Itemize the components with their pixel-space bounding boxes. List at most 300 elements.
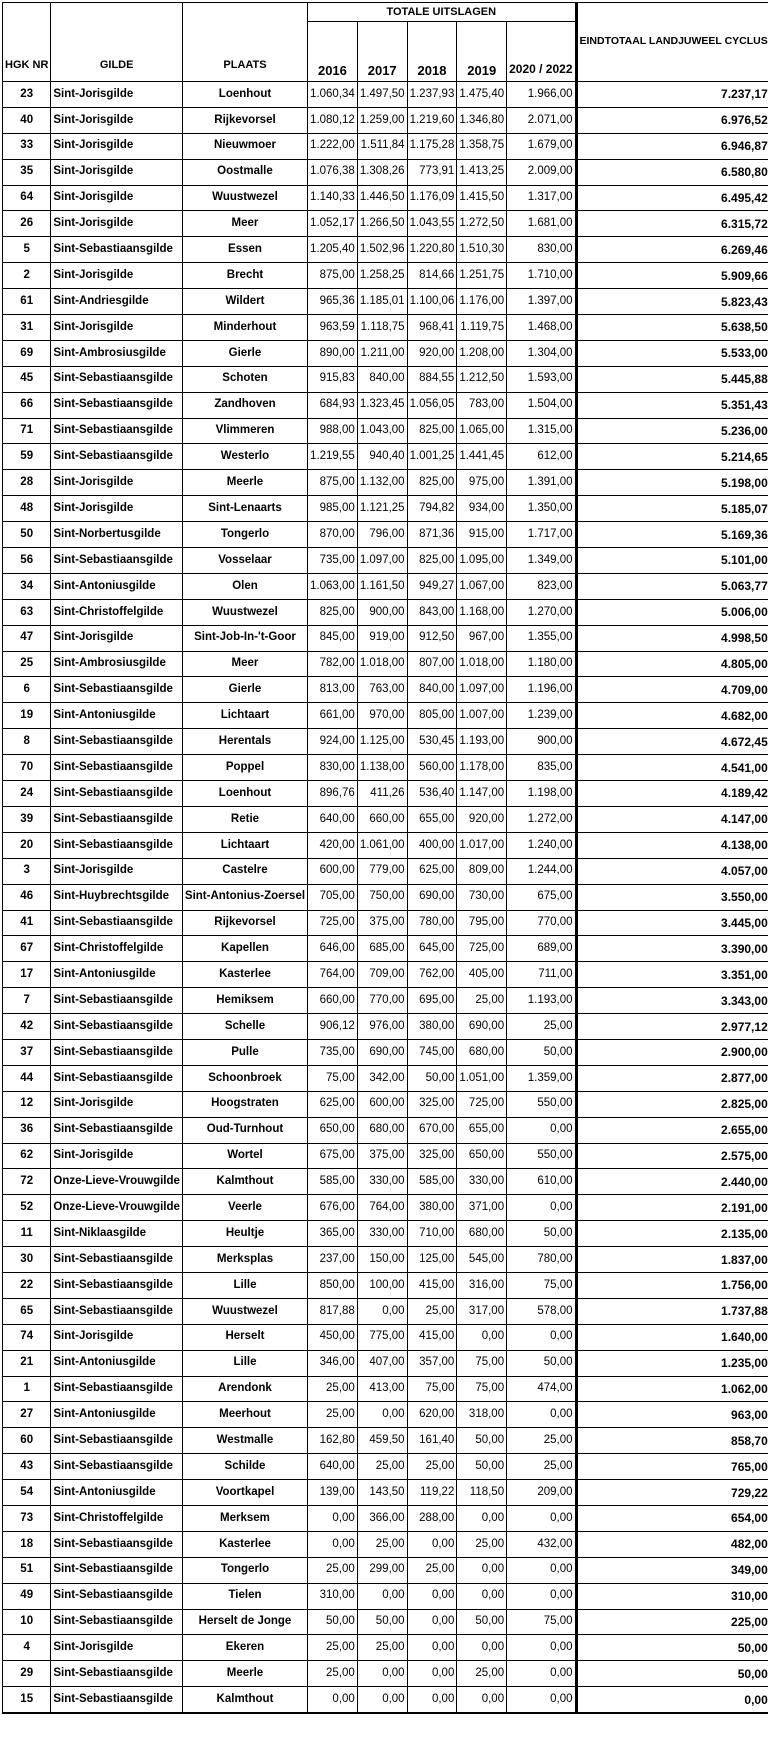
hgk-nr-cell: 51 xyxy=(3,1557,51,1583)
year-value-cell: 823,00 xyxy=(507,573,576,599)
year-value-cell: 805,00 xyxy=(407,703,457,729)
year-value-cell: 25,00 xyxy=(457,988,507,1014)
year-value-cell: 0,00 xyxy=(507,1117,576,1143)
year-value-cell: 25,00 xyxy=(457,1661,507,1687)
year-value-cell: 1.208,00 xyxy=(457,340,507,366)
eindtotaal-cell: 1.235,00 xyxy=(576,1350,768,1376)
eindtotaal-cell: 2.135,00 xyxy=(576,1221,768,1247)
year-value-cell: 407,00 xyxy=(357,1350,407,1376)
year-value-cell: 845,00 xyxy=(308,625,358,651)
eindtotaal-cell: 2.191,00 xyxy=(576,1195,768,1221)
gilde-cell: Sint-Norbertusgilde xyxy=(51,522,183,548)
hgk-nr-cell: 48 xyxy=(3,496,51,522)
hgk-nr-cell: 70 xyxy=(3,755,51,781)
year-value-cell: 0,00 xyxy=(308,1687,358,1713)
year-value-cell: 655,00 xyxy=(407,806,457,832)
year-value-cell: 670,00 xyxy=(407,1117,457,1143)
year-value-cell: 25,00 xyxy=(308,1635,358,1661)
year-value-cell: 25,00 xyxy=(507,1454,576,1480)
year-value-cell: 825,00 xyxy=(308,599,358,625)
eindtotaal-cell: 1.737,88 xyxy=(576,1298,768,1324)
plaats-cell: Vosselaar xyxy=(182,548,307,574)
gilde-cell: Sint-Christoffelgilde xyxy=(51,599,183,625)
year-value-cell: 317,00 xyxy=(457,1298,507,1324)
year-value-cell: 1.095,00 xyxy=(457,548,507,574)
eindtotaal-cell: 765,00 xyxy=(576,1454,768,1480)
plaats-cell: Meer xyxy=(182,651,307,677)
year-value-cell: 985,00 xyxy=(308,496,358,522)
year-value-cell: 1.211,00 xyxy=(357,340,407,366)
year-value-cell: 825,00 xyxy=(407,470,457,496)
gilde-cell: Sint-Antoniusgilde xyxy=(51,573,183,599)
plaats-cell: Meer xyxy=(182,211,307,237)
year-value-cell: 1.355,00 xyxy=(507,625,576,651)
gilde-cell: Sint-Sebastiaansgilde xyxy=(51,237,183,263)
year-value-cell: 709,00 xyxy=(357,962,407,988)
year-value-cell: 1.317,00 xyxy=(507,185,576,211)
table-row xyxy=(3,1065,768,1091)
header-year: 2019 xyxy=(457,22,507,82)
gilde-cell: Sint-Niklaasgilde xyxy=(51,1221,183,1247)
year-value-cell: 840,00 xyxy=(407,677,457,703)
hgk-nr-cell: 24 xyxy=(3,781,51,807)
table-row xyxy=(3,729,768,755)
year-value-cell: 330,00 xyxy=(357,1221,407,1247)
table-row xyxy=(3,185,768,211)
hgk-nr-cell: 8 xyxy=(3,729,51,755)
eindtotaal-cell: 729,22 xyxy=(576,1480,768,1506)
year-value-cell: 620,00 xyxy=(407,1402,457,1428)
hgk-nr-cell: 30 xyxy=(3,1247,51,1273)
year-value-cell: 330,00 xyxy=(357,1169,407,1195)
year-value-cell: 1.244,00 xyxy=(507,858,576,884)
eindtotaal-cell: 3.390,00 xyxy=(576,936,768,962)
year-value-cell: 1.063,00 xyxy=(308,573,358,599)
year-value-cell: 645,00 xyxy=(407,936,457,962)
year-value-cell: 625,00 xyxy=(308,1091,358,1117)
hgk-nr-cell: 7 xyxy=(3,988,51,1014)
year-value-cell: 25,00 xyxy=(308,1402,358,1428)
year-value-cell: 357,00 xyxy=(407,1350,457,1376)
year-value-cell: 690,00 xyxy=(357,1039,407,1065)
year-value-cell: 965,36 xyxy=(308,289,358,315)
year-value-cell: 371,00 xyxy=(457,1195,507,1221)
eindtotaal-cell: 2.655,00 xyxy=(576,1117,768,1143)
year-value-cell: 0,00 xyxy=(407,1635,457,1661)
eindtotaal-cell: 5.823,43 xyxy=(576,289,768,315)
hgk-nr-cell: 46 xyxy=(3,884,51,910)
hgk-nr-cell: 64 xyxy=(3,185,51,211)
plaats-cell: Rijkevorsel xyxy=(182,107,307,133)
plaats-cell: Schelle xyxy=(182,1014,307,1040)
year-value-cell: 1.270,00 xyxy=(507,599,576,625)
eindtotaal-cell: 6.580,80 xyxy=(576,159,768,185)
table-row xyxy=(3,1531,768,1557)
year-value-cell: 0,00 xyxy=(507,1635,576,1661)
year-value-cell: 650,00 xyxy=(308,1117,358,1143)
gilde-cell: Sint-Huybrechtsgilde xyxy=(51,884,183,910)
year-value-cell: 25,00 xyxy=(308,1557,358,1583)
eindtotaal-cell: 5.101,00 xyxy=(576,548,768,574)
hgk-nr-cell: 22 xyxy=(3,1272,51,1298)
plaats-cell: Brecht xyxy=(182,263,307,289)
year-value-cell: 50,00 xyxy=(407,1065,457,1091)
year-value-cell: 400,00 xyxy=(407,832,457,858)
year-value-cell: 735,00 xyxy=(308,548,358,574)
year-value-cell: 413,00 xyxy=(357,1376,407,1402)
table-row xyxy=(3,1402,768,1428)
year-value-cell: 1.185,01 xyxy=(357,289,407,315)
gilde-cell: Sint-Antoniusgilde xyxy=(51,703,183,729)
table-row xyxy=(3,988,768,1014)
year-value-cell: 890,00 xyxy=(308,340,358,366)
year-value-cell: 325,00 xyxy=(407,1091,457,1117)
year-value-cell: 1.504,00 xyxy=(507,392,576,418)
year-value-cell: 375,00 xyxy=(357,910,407,936)
hgk-nr-cell: 42 xyxy=(3,1014,51,1040)
year-value-cell: 1.681,00 xyxy=(507,211,576,237)
plaats-cell: Tongerlo xyxy=(182,1557,307,1583)
hgk-nr-cell: 2 xyxy=(3,263,51,289)
plaats-cell: Merksem xyxy=(182,1505,307,1531)
year-value-cell: 967,00 xyxy=(457,625,507,651)
year-value-cell: 0,00 xyxy=(357,1402,407,1428)
gilde-cell: Sint-Sebastiaansgilde xyxy=(51,806,183,832)
year-value-cell: 1.060,34 xyxy=(308,82,358,108)
year-value-cell: 814,66 xyxy=(407,263,457,289)
table-row xyxy=(3,858,768,884)
gilde-cell: Sint-Jorisgilde xyxy=(51,496,183,522)
gilde-cell: Sint-Antoniusgilde xyxy=(51,1350,183,1376)
plaats-cell: Hoogstraten xyxy=(182,1091,307,1117)
table-row xyxy=(3,263,768,289)
year-value-cell: 725,00 xyxy=(308,910,358,936)
year-value-cell: 840,00 xyxy=(357,366,407,392)
hgk-nr-cell: 21 xyxy=(3,1350,51,1376)
year-value-cell: 25,00 xyxy=(308,1376,358,1402)
eindtotaal-cell: 50,00 xyxy=(576,1661,768,1687)
plaats-cell: Loenhout xyxy=(182,781,307,807)
plaats-cell: Lille xyxy=(182,1272,307,1298)
year-value-cell: 0,00 xyxy=(308,1505,358,1531)
hgk-nr-cell: 66 xyxy=(3,392,51,418)
year-value-cell: 610,00 xyxy=(507,1169,576,1195)
year-value-cell: 612,00 xyxy=(507,444,576,470)
eindtotaal-cell: 1.062,00 xyxy=(576,1376,768,1402)
hgk-nr-cell: 40 xyxy=(3,107,51,133)
plaats-cell: Oud-Turnhout xyxy=(182,1117,307,1143)
year-value-cell: 550,00 xyxy=(507,1143,576,1169)
plaats-cell: Essen xyxy=(182,237,307,263)
plaats-cell: Schilde xyxy=(182,1454,307,1480)
year-value-cell: 1.446,50 xyxy=(357,185,407,211)
year-value-cell: 1.266,50 xyxy=(357,211,407,237)
year-value-cell: 0,00 xyxy=(407,1661,457,1687)
gilde-cell: Sint-Sebastiaansgilde xyxy=(51,1609,183,1635)
gilde-cell: Sint-Sebastiaansgilde xyxy=(51,1039,183,1065)
plaats-cell: Tongerlo xyxy=(182,522,307,548)
year-value-cell: 924,00 xyxy=(308,729,358,755)
eindtotaal-cell: 3.351,00 xyxy=(576,962,768,988)
year-value-cell: 346,00 xyxy=(308,1350,358,1376)
table-row xyxy=(3,1272,768,1298)
year-value-cell: 1.308,26 xyxy=(357,159,407,185)
year-value-cell: 0,00 xyxy=(507,1505,576,1531)
year-value-cell: 25,00 xyxy=(357,1635,407,1661)
plaats-cell: Schoonbroek xyxy=(182,1065,307,1091)
year-value-cell: 25,00 xyxy=(457,1531,507,1557)
gilde-cell: Sint-Sebastiaansgilde xyxy=(51,1531,183,1557)
year-value-cell: 0,00 xyxy=(457,1635,507,1661)
table-row xyxy=(3,1454,768,1480)
year-value-cell: 1.239,00 xyxy=(507,703,576,729)
year-value-cell: 1.125,00 xyxy=(357,729,407,755)
year-value-cell: 139,00 xyxy=(308,1480,358,1506)
hgk-nr-cell: 20 xyxy=(3,832,51,858)
year-value-cell: 50,00 xyxy=(457,1454,507,1480)
year-value-cell: 1.001,25 xyxy=(407,444,457,470)
table-row xyxy=(3,470,768,496)
year-value-cell: 735,00 xyxy=(308,1039,358,1065)
gilde-cell: Onze-Lieve-Vrouwgilde xyxy=(51,1169,183,1195)
year-value-cell: 680,00 xyxy=(457,1221,507,1247)
year-value-cell: 970,00 xyxy=(357,703,407,729)
gilde-cell: Sint-Jorisgilde xyxy=(51,82,183,108)
year-value-cell: 680,00 xyxy=(457,1039,507,1065)
eindtotaal-cell: 310,00 xyxy=(576,1583,768,1609)
year-value-cell: 1.132,00 xyxy=(357,470,407,496)
year-value-cell: 536,40 xyxy=(407,781,457,807)
year-value-cell: 474,00 xyxy=(507,1376,576,1402)
year-value-cell: 25,00 xyxy=(507,1428,576,1454)
year-value-cell: 600,00 xyxy=(308,858,358,884)
eindtotaal-cell: 4.998,50 xyxy=(576,625,768,651)
plaats-cell: Wuustwezel xyxy=(182,599,307,625)
header-year: 2018 xyxy=(407,22,457,82)
table-row xyxy=(3,910,768,936)
year-value-cell: 920,00 xyxy=(407,340,457,366)
gilde-cell: Sint-Sebastiaansgilde xyxy=(51,729,183,755)
plaats-cell: Lichtaart xyxy=(182,703,307,729)
year-value-cell: 1.180,00 xyxy=(507,651,576,677)
eindtotaal-cell: 3.445,00 xyxy=(576,910,768,936)
year-value-cell: 0,00 xyxy=(407,1583,457,1609)
eindtotaal-cell: 5.006,00 xyxy=(576,599,768,625)
year-value-cell: 780,00 xyxy=(407,910,457,936)
year-value-cell: 1.043,00 xyxy=(357,418,407,444)
year-value-cell: 919,00 xyxy=(357,625,407,651)
hgk-nr-cell: 36 xyxy=(3,1117,51,1143)
year-value-cell: 0,00 xyxy=(507,1583,576,1609)
year-value-cell: 975,00 xyxy=(457,470,507,496)
plaats-cell: Zandhoven xyxy=(182,392,307,418)
year-value-cell: 1.138,00 xyxy=(357,755,407,781)
year-value-cell: 1.121,25 xyxy=(357,496,407,522)
header-group-totale-uitslagen: TOTALE UITSLAGEN xyxy=(308,3,576,22)
table-row xyxy=(3,625,768,651)
plaats-cell: Merksplas xyxy=(182,1247,307,1273)
table-row xyxy=(3,1039,768,1065)
year-value-cell: 780,00 xyxy=(507,1247,576,1273)
header-row-top xyxy=(3,3,768,22)
year-value-cell: 75,00 xyxy=(457,1350,507,1376)
eindtotaal-cell: 6.315,72 xyxy=(576,211,768,237)
year-value-cell: 764,00 xyxy=(308,962,358,988)
year-value-cell: 162,80 xyxy=(308,1428,358,1454)
eindtotaal-cell: 7.237,17 xyxy=(576,82,768,108)
year-value-cell: 1.196,00 xyxy=(507,677,576,703)
year-value-cell: 25,00 xyxy=(407,1557,457,1583)
plaats-cell: Rijkevorsel xyxy=(182,910,307,936)
year-value-cell: 896,76 xyxy=(308,781,358,807)
year-value-cell: 125,00 xyxy=(407,1247,457,1273)
year-value-cell: 100,00 xyxy=(357,1272,407,1298)
gilde-cell: Sint-Jorisgilde xyxy=(51,1635,183,1661)
table-row xyxy=(3,1687,768,1713)
year-value-cell: 796,00 xyxy=(357,522,407,548)
plaats-cell: Kapellen xyxy=(182,936,307,962)
plaats-cell: Vlimmeren xyxy=(182,418,307,444)
year-value-cell: 1.359,00 xyxy=(507,1065,576,1091)
year-value-cell: 915,83 xyxy=(308,366,358,392)
year-value-cell: 330,00 xyxy=(457,1169,507,1195)
gilde-cell: Sint-Jorisgilde xyxy=(51,470,183,496)
year-value-cell: 725,00 xyxy=(457,1091,507,1117)
year-value-cell: 150,00 xyxy=(357,1247,407,1273)
header-gilde: GILDE xyxy=(51,3,183,82)
year-value-cell: 75,00 xyxy=(507,1609,576,1635)
eindtotaal-cell: 5.063,77 xyxy=(576,573,768,599)
year-value-cell: 912,50 xyxy=(407,625,457,651)
year-value-cell: 764,00 xyxy=(357,1195,407,1221)
eindtotaal-cell: 5.185,07 xyxy=(576,496,768,522)
eindtotaal-cell: 963,00 xyxy=(576,1402,768,1428)
year-value-cell: 1.056,05 xyxy=(407,392,457,418)
year-value-cell: 1.176,00 xyxy=(457,289,507,315)
table-row xyxy=(3,962,768,988)
table-row xyxy=(3,1661,768,1687)
plaats-cell: Sint-Antonius-Zoersel xyxy=(182,884,307,910)
year-value-cell: 1.468,00 xyxy=(507,315,576,341)
gilde-cell: Sint-Sebastiaansgilde xyxy=(51,1661,183,1687)
eindtotaal-cell: 3.343,00 xyxy=(576,988,768,1014)
year-value-cell: 705,00 xyxy=(308,884,358,910)
hgk-nr-cell: 17 xyxy=(3,962,51,988)
gilde-cell: Sint-Ambrosiusgilde xyxy=(51,651,183,677)
year-value-cell: 963,59 xyxy=(308,315,358,341)
year-value-cell: 0,00 xyxy=(507,1687,576,1713)
table-row xyxy=(3,522,768,548)
plaats-cell: Wildert xyxy=(182,289,307,315)
hgk-nr-cell: 15 xyxy=(3,1687,51,1713)
year-value-cell: 1.176,09 xyxy=(407,185,457,211)
gilde-cell: Sint-Andriesgilde xyxy=(51,289,183,315)
year-value-cell: 949,27 xyxy=(407,573,457,599)
table-row xyxy=(3,781,768,807)
year-value-cell: 75,00 xyxy=(457,1376,507,1402)
year-value-cell: 1.007,00 xyxy=(457,703,507,729)
year-value-cell: 415,00 xyxy=(407,1324,457,1350)
year-value-cell: 1.219,60 xyxy=(407,107,457,133)
plaats-cell: Herselt xyxy=(182,1324,307,1350)
gilde-cell: Sint-Jorisgilde xyxy=(51,159,183,185)
plaats-cell: Kalmthout xyxy=(182,1687,307,1713)
year-value-cell: 773,91 xyxy=(407,159,457,185)
year-value-cell: 988,00 xyxy=(308,418,358,444)
plaats-cell: Pulle xyxy=(182,1039,307,1065)
year-value-cell: 1.717,00 xyxy=(507,522,576,548)
table-row xyxy=(3,444,768,470)
year-value-cell: 1.593,00 xyxy=(507,366,576,392)
gilde-cell: Sint-Sebastiaansgilde xyxy=(51,548,183,574)
year-value-cell: 1.147,00 xyxy=(457,781,507,807)
table-row xyxy=(3,237,768,263)
year-value-cell: 550,00 xyxy=(507,1091,576,1117)
eindtotaal-cell: 5.445,88 xyxy=(576,366,768,392)
table-row xyxy=(3,107,768,133)
year-value-cell: 288,00 xyxy=(407,1505,457,1531)
gilde-cell: Sint-Sebastiaansgilde xyxy=(51,832,183,858)
gilde-cell: Sint-Christoffelgilde xyxy=(51,1505,183,1531)
year-value-cell: 1.413,25 xyxy=(457,159,507,185)
eindtotaal-cell: 1.640,00 xyxy=(576,1324,768,1350)
year-value-cell: 779,00 xyxy=(357,858,407,884)
year-value-cell: 316,00 xyxy=(457,1272,507,1298)
year-value-cell: 585,00 xyxy=(407,1169,457,1195)
table-row xyxy=(3,1247,768,1273)
eindtotaal-cell: 4.672,45 xyxy=(576,729,768,755)
eindtotaal-cell: 4.189,42 xyxy=(576,781,768,807)
year-value-cell: 625,00 xyxy=(407,858,457,884)
year-value-cell: 684,93 xyxy=(308,392,358,418)
plaats-cell: Tielen xyxy=(182,1583,307,1609)
year-value-cell: 835,00 xyxy=(507,755,576,781)
hgk-nr-cell: 54 xyxy=(3,1480,51,1506)
hgk-nr-cell: 37 xyxy=(3,1039,51,1065)
year-value-cell: 1.219,55 xyxy=(308,444,358,470)
results-table xyxy=(2,2,768,1714)
hgk-nr-cell: 6 xyxy=(3,677,51,703)
year-value-cell: 1.710,00 xyxy=(507,263,576,289)
header-nr: HGK NR xyxy=(3,3,51,82)
eindtotaal-cell: 4.057,00 xyxy=(576,858,768,884)
table-row xyxy=(3,1635,768,1661)
year-value-cell: 843,00 xyxy=(407,599,457,625)
eindtotaal-cell: 6.269,46 xyxy=(576,237,768,263)
gilde-cell: Sint-Sebastiaansgilde xyxy=(51,366,183,392)
year-value-cell: 75,00 xyxy=(308,1065,358,1091)
year-value-cell: 318,00 xyxy=(457,1402,507,1428)
year-value-cell: 545,00 xyxy=(457,1247,507,1273)
year-value-cell: 1.161,50 xyxy=(357,573,407,599)
plaats-cell: Sint-Lenaarts xyxy=(182,496,307,522)
year-value-cell: 875,00 xyxy=(308,263,358,289)
year-value-cell: 763,00 xyxy=(357,677,407,703)
hgk-nr-cell: 73 xyxy=(3,1505,51,1531)
year-value-cell: 25,00 xyxy=(407,1454,457,1480)
table-row xyxy=(3,548,768,574)
gilde-cell: Sint-Jorisgilde xyxy=(51,1143,183,1169)
gilde-cell: Sint-Sebastiaansgilde xyxy=(51,1454,183,1480)
hgk-nr-cell: 29 xyxy=(3,1661,51,1687)
year-value-cell: 795,00 xyxy=(457,910,507,936)
hgk-nr-cell: 4 xyxy=(3,1635,51,1661)
year-value-cell: 830,00 xyxy=(507,237,576,263)
year-value-cell: 1.510,30 xyxy=(457,237,507,263)
year-value-cell: 0,00 xyxy=(357,1583,407,1609)
year-value-cell: 1.097,00 xyxy=(357,548,407,574)
table-row xyxy=(3,82,768,108)
